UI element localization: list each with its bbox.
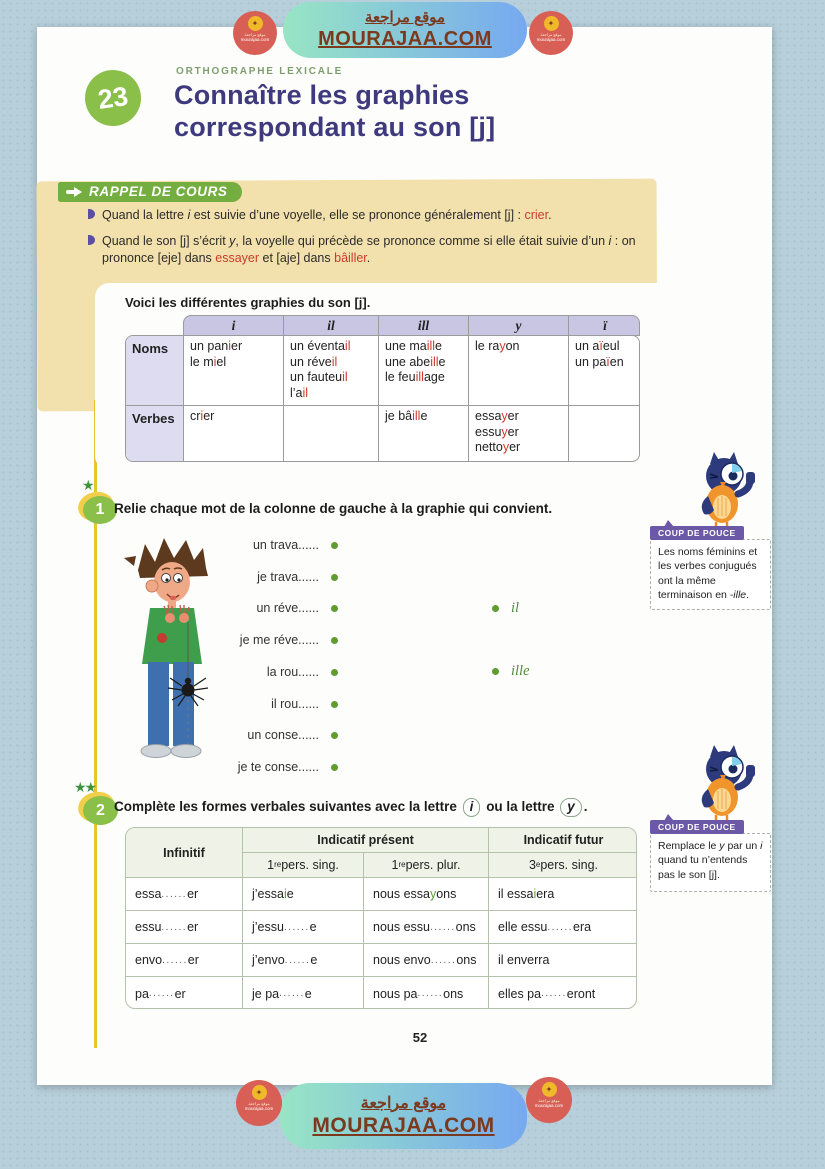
coup-de-pouce-label: COUP DE POUCE [650, 526, 744, 540]
rappel-de-cours-label [58, 182, 242, 202]
table-cell: il essa i era [489, 878, 637, 911]
table-cell: je pa ...... e [243, 977, 364, 1009]
match-item-row [145, 570, 338, 584]
match-item-row [145, 665, 338, 679]
table-cell: un panier le miel [184, 336, 284, 406]
match-item-text: je me réve...... [239, 633, 319, 647]
table-cell: nous envo ...... ons [364, 944, 489, 977]
match-item-row [145, 633, 338, 647]
table-cell: nous essa y ons [364, 878, 489, 911]
table-cell [284, 406, 379, 461]
logo-book-icon: ✦ [542, 1082, 557, 1097]
table-cell: essu ...... er [126, 911, 243, 944]
logo-url-caption: mourajaa.com [240, 37, 270, 42]
match-option-il [492, 600, 519, 617]
match-item-text: je trava...... [257, 570, 319, 584]
row-header-verbes: Verbes [126, 406, 184, 461]
logo-url-caption: mourajaa.com [536, 37, 566, 42]
table-cell: nous essu ...... ons [364, 911, 489, 944]
watermark-top [283, 2, 527, 58]
row-header-noms: Noms [126, 336, 184, 406]
logo-book-icon: ✦ [252, 1085, 267, 1100]
bullet-marker-icon [88, 235, 95, 245]
connect-dot-icon [331, 732, 338, 739]
match-option-ille [492, 663, 530, 680]
match-option-text: il [511, 600, 520, 616]
logo-url-caption: mourajaa.com [244, 1106, 274, 1111]
column-header-i: i [184, 316, 284, 335]
table-cell: le rayon [469, 336, 569, 406]
table-cell: elle essu ...... era [489, 911, 637, 944]
table-cell: pa ...... er [126, 977, 243, 1009]
column-header-y: y [469, 316, 569, 335]
header-1re-pers-plur: 1 re pers. plur. [364, 853, 489, 878]
header-indicatif-futur: Indicatif futur [489, 828, 637, 853]
exercise-2-number: 2 [83, 796, 118, 825]
logo-arabic-caption: موقع مراجعة [244, 32, 266, 37]
table-cell: une maille une abeille le feuillage [379, 336, 469, 406]
bullet-marker-icon [88, 209, 95, 219]
logo-arabic-caption: موقع مراجعة [540, 32, 562, 37]
verb-forms-table [125, 827, 637, 1009]
table-cell: un éventail un réveil un fauteuil l’ail [284, 336, 379, 406]
column-header-ill: ill [379, 316, 469, 335]
match-item-text: la rou...... [266, 665, 319, 679]
logo-arabic-caption: موقع مراجعة [248, 1101, 270, 1106]
match-item-text: je te conse...... [237, 760, 319, 774]
connect-dot-icon [492, 605, 499, 612]
logo-arabic-caption: موقع مراجعة [538, 1098, 560, 1103]
logo-book-icon: ✦ [544, 16, 559, 31]
rappel-label-text: RAPPEL DE COURS [89, 184, 228, 199]
exercise-2-consigne: Complète les formes verbales suivantes avec la lettre i ou la lettre y . [114, 798, 666, 817]
match-item-row [145, 728, 338, 742]
table-cell: un aïeul un païen [569, 336, 640, 406]
graphies-table-body [125, 335, 640, 462]
arrow-right-icon [66, 187, 82, 197]
logo-book-icon: ✦ [248, 16, 263, 31]
rappel-bullet-2-text: Quand le son [j] s’écrit y, la voyelle qui précède se prononce comme si elle était suivie d’un i : on prononce [eje] dans essayer et [aje] dans bâiller. [102, 234, 636, 265]
graphies-table-header-row [183, 315, 640, 336]
column-header-i-trema: ï [603, 317, 607, 333]
exercise-1-number: 1 [83, 496, 117, 524]
match-item-row [145, 601, 338, 615]
table-cell: envo ...... er [126, 944, 243, 977]
site-logo-badge [233, 11, 277, 55]
connect-dot-icon [331, 701, 338, 708]
connect-dot-icon [331, 764, 338, 771]
graphies-intro: Voici les différentes graphies du son [j]. [125, 295, 371, 310]
rappel-bullet-1 [88, 207, 648, 224]
table-cell [569, 406, 640, 461]
table-cell: il enverra [489, 944, 637, 977]
table-cell: j’envo ...... e [243, 944, 364, 977]
difficulty-stars-icon: ★★ [74, 779, 96, 795]
rappel-bullet-2 [88, 233, 654, 267]
table-cell: elles pa ...... eront [498, 986, 596, 1001]
table-cell: crier [184, 406, 284, 461]
owl-mascot-illustration [680, 452, 765, 532]
match-item-text: il rou...... [271, 697, 319, 711]
connect-dot-icon [331, 574, 338, 581]
lesson-title-line2: correspondant au son [j] [174, 111, 496, 142]
watermark-arabic-text: موقع مراجعة [360, 1094, 447, 1112]
match-item-text: un trava...... [252, 538, 319, 552]
table-cell: j’essu ...... e [243, 911, 364, 944]
match-item-row [145, 697, 338, 711]
owl-mascot-illustration [680, 745, 765, 825]
header-indicatif-present: Indicatif présent [243, 828, 489, 853]
match-option-text: ille [511, 663, 530, 679]
table-cell: nous pa ...... ons [364, 977, 489, 1009]
table-cell: essa ...... er [126, 878, 243, 911]
watermark-site-link[interactable]: MOURAJAA.COM [318, 28, 492, 50]
difficulty-star-icon: ★ [82, 477, 95, 493]
match-item-text: un conse...... [247, 728, 319, 742]
connect-dot-icon [331, 605, 338, 612]
coup-de-pouce-label: COUP DE POUCE [650, 820, 744, 834]
header-3e-pers-sing: 3 e pers. sing. [489, 853, 637, 878]
rappel-bullet-1-text: Quand la lettre i est suivie d’une voyelle, elle se prononce généralement [j] : crier. [102, 208, 552, 222]
lesson-title [174, 80, 734, 144]
watermark-arabic-text: موقع مراجعة [364, 9, 446, 26]
connect-dot-icon [492, 668, 499, 675]
site-logo-badge [236, 1080, 282, 1126]
coup-de-pouce-1-tip: Les noms féminins et les verbes conjugués ont la même terminaison en -ille. [650, 539, 771, 610]
watermark-site-link[interactable]: MOURAJAA.COM [312, 1114, 495, 1137]
lesson-category: ORTHOGRAPHE LEXICALE [176, 66, 344, 77]
connect-dot-icon [331, 637, 338, 644]
match-item-text: un réve...... [256, 601, 319, 615]
header-1re-pers-sing: 1 re pers. sing. [243, 853, 364, 878]
connect-dot-icon [331, 542, 338, 549]
coup-de-pouce-2-tip: Remplace le y par un i quand tu n’entends pas le son [j]. [650, 833, 771, 892]
table-cell: j’essa i e [243, 878, 364, 911]
table-cell: essayer essuyer nettoyer [469, 406, 569, 461]
match-item-row [145, 760, 338, 774]
exercise-1-consigne: Relie chaque mot de la colonne de gauche à la graphie qui convient. [114, 501, 553, 516]
lesson-title-line1: Connaître les graphies [174, 80, 470, 110]
watermark-bottom [280, 1083, 527, 1149]
graphies-table [125, 315, 640, 462]
column-header-il: il [284, 316, 379, 335]
match-item-row [145, 538, 338, 552]
site-logo-badge [526, 1077, 572, 1123]
header-infinitif: Infinitif [126, 828, 243, 878]
connect-dot-icon [331, 669, 338, 676]
table-cell: je bâille [379, 406, 469, 461]
page-number: 52 [412, 1030, 428, 1045]
lesson-number-badge: 23 [81, 66, 144, 129]
site-logo-badge [529, 11, 573, 55]
logo-url-caption: mourajaa.com [534, 1103, 564, 1108]
